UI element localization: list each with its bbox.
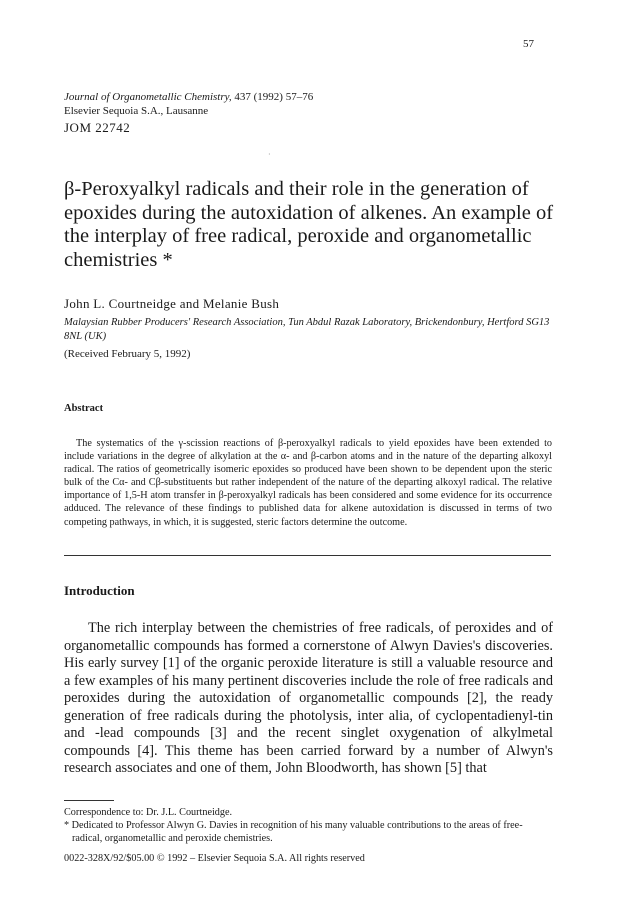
journal-name: Journal of Organometallic Chemistry, xyxy=(64,91,232,103)
footnote-rule xyxy=(64,800,114,801)
introduction-heading: Introduction xyxy=(64,583,135,598)
copyright-line: 0022-328X/92/$05.00 © 1992 – Elsevier Sequoia S.A. All rights reserved xyxy=(64,853,365,864)
jom-code: JOM 22742 xyxy=(64,120,131,135)
abstract-divider xyxy=(64,555,551,556)
received-date: (Received February 5, 1992) xyxy=(64,348,191,360)
journal-publisher: Elsevier Sequoia S.A., Lausanne xyxy=(64,105,209,117)
abstract-text: The systematics of the γ-scission reactions of β-peroxyalkyl radicals to yield epoxides have been extended to include variations in the degree of alkylation at the α- and β-carbon atoms and in the nature of the departing alkoxyl radical. The ratios of geometrically isomeric epoxides so produced have been shown to be dependent upon the steric bulk of the Cα- and Cβ-substituents but rather independent of the nature of the departing alkoxyl radical. The relative importance of 1,5-H atom transfer in β-peroxyalkyl radicals has been considered and some evidence for its occurrence adduced. The relevance of these findings to published data for alkene autoxidation is discussed in terms of two competing pathways, in which, it is suggested, steric factors determine the outcome. xyxy=(64,438,552,528)
footnote-dedication: * Dedicated to Professor Alwyn G. Davies in recognition of his many valuable contributions to the areas of free-radical, organometallic and peroxide chemistries. xyxy=(64,820,523,844)
authors: John L. Courtneidge and Melanie Bush xyxy=(64,296,280,311)
journal-citation xyxy=(64,90,313,118)
journal-line xyxy=(64,90,313,104)
scan-dot: · xyxy=(268,150,271,159)
footnote-correspondence: Correspondence to: Dr. J.L. Courtneidge. xyxy=(64,807,233,818)
affiliation: Malaysian Rubber Producers' Research Association, Tun Abdul Razak Laboratory, Brickendonbury, Hertford SG13 8NL (UK) xyxy=(64,317,550,342)
introduction-text: The rich interplay between the chemistries of free radicals, of peroxides and of organometallic compounds has formed a cornerstone of Alwyn Davies's discoveries. His early survey [1] of the organic peroxide literature is still a valuable resource and a few examples of his many pertinent discoveries include the role of free radicals and peroxides during the autoxidation of organometallic compounds [2], the ready generation of free radicals during the photolysis, inter alia, of cyclopentadienyl-tin and -lead compounds [3] and the recent singlet oxygenation of alkylmetal compounds [4]. This theme has been carried forward by a number of Alwyn's research associates and one of them, John Bloodworth, has shown [5] that xyxy=(64,620,553,776)
page-number: 57 xyxy=(523,38,534,50)
journal-volume-pages: 437 (1992) 57–76 xyxy=(231,91,314,103)
abstract-heading: Abstract xyxy=(64,403,104,414)
paper-title: β-Peroxyalkyl radicals and their role in the generation of epoxides during the autoxidation of alkenes. An example of the interplay of free radical, peroxide and organometallic chemistries * xyxy=(64,178,554,271)
